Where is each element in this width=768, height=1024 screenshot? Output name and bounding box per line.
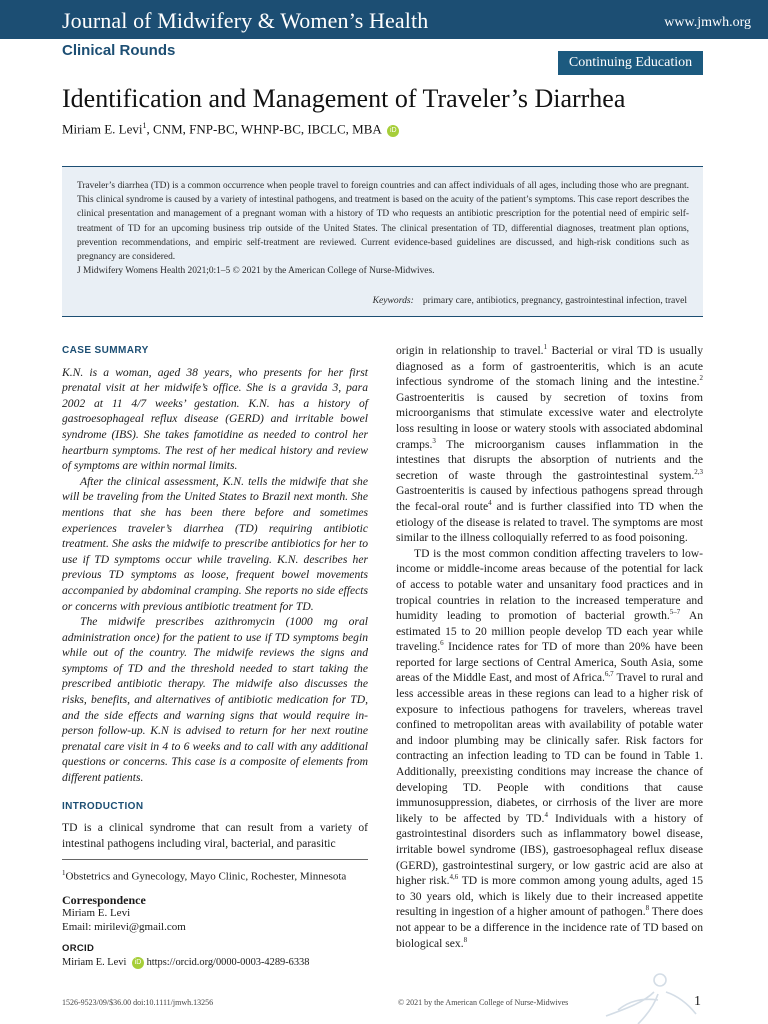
case-summary-heading: CASE SUMMARY <box>62 345 149 356</box>
case-summary-paragraph: After the clinical assessment, K.N. tells the midwife that she will be traveling from the United States to Brazil next month. She mentions that she has been there before and sometimes experiences traveler’s diarrhea (TD) requiring antibiotic treatment. She asks the midwife to prescribe antibiotics for her to use if TD symptoms occur while traveling. K.N. describes her previous TD symptoms as loose, frequent bowel movements accompanied by abdominal cramping. She reports no side effects or concerns with previous antibiotic treatment for TD. <box>62 474 368 613</box>
reference-marker[interactable]: 4 <box>544 810 548 819</box>
orcid-icon[interactable]: iD <box>387 125 399 137</box>
body-paragraph: origin in relationship to travel.$^1$ Bacterial or viral TD is usually diagnosed as a form of gastroenteritis, which is an acute infectious syndrome of the stomach lining and the intestine.$^2$ Gastroenteritis is caused by secretion of toxins from microorganisms that stimulate excessive water and electrolyte loss resulting in loose or watery stools with associated abdominal cramps.$^3$ The microorganism causes inflammation in the intestines that disrupts the absorption of nutrients and the secretion of waste through the gastrointestinal system.$^{2,3}$ Gastroenteritis is caused by infectious pathogens spread through the fecal-oral route$^4$ and is further classified into TD when the etiology of the disease is related to travel. The symptoms are most similar to the illness colloquially referred to as food poisoning. <box>396 343 703 545</box>
author-credentials: , CNM, FNP-BC, WHNP-BC, IBCLC, MBA <box>146 121 382 137</box>
reference-marker[interactable]: 2,3 <box>694 467 703 476</box>
watermark-figure-icon <box>588 970 698 1024</box>
journal-url[interactable]: www.jmwh.org <box>664 15 751 30</box>
author-line <box>62 121 399 137</box>
author-name[interactable]: Miriam E. Levi <box>62 121 143 137</box>
keywords <box>373 295 687 306</box>
body-paragraph: TD is the most common condition affecting travelers to low-income or middle-income areas because of the potential for lack of access to potable water and unsanitary food practices and in tropical countries in relation to the increased temperature and humidity leading to promotion of bacterial growth.$^{5-7}$ An estimated 15 to 20 million people develop TD each year while traveling.$^6$ Incidence rates for TD of more than 20% have been reported for large sections of Central America, South Asia, some areas of the Middle East, and most of Africa.$^{6,7}$ Travel to rural and less accessible areas in these regions can lead to a higher risk of exposure to infectious pathogens for travelers, whereas travel confined to metropolitan areas with availability of potable water and indoor plumbing may be clinically safer. Risk factors for contracting an infection leading to TD can be found in Table 1. Additionally, preexisting conditions may increase the chance of developing TD. People with conditions that cause immunosuppression, diabetes, or cirrhosis of the liver are more likely to be affected by TD.$^4$ Individuals with a history of gastrointestinal disorders such as inflammatory bowel disease, irritable bowel syndrome (IBS), gastroesophageal reflux disease (GERD), gastrointestinal surgery, or low gastric acid are also at higher risk.$^{4,6}$ TD is more common among young adults, aged 15 to 30 years old, which is likely due to their increased appetite resulting in ingestion of a higher amount of pathogen.$^8$ There does not appear to be a difference in the incidence rate of TD based on biological sex.$^8$ <box>396 546 704 950</box>
reference-marker[interactable]: 8 <box>463 935 468 944</box>
journal-title: Journal of Midwifery & Women’s Health <box>62 8 429 33</box>
abstract-box <box>62 166 703 317</box>
page-number: 1 <box>694 994 701 1009</box>
issn-doi: 1526-9523/09/$36.00 doi:10.1111/jmwh.13256 <box>62 998 214 1007</box>
case-summary-paragraph: The midwife prescribes azithromycin (1000 mg oral administration once) for the patient to use if TD symptoms begin while out of the country. The midwife reviews the signs and symptoms of TD and the threshold needed to start taking the prescribed antibiotic therapy. The midwife also discusses the risks, benefits, and alternatives of antibiotic medication for TD, and the side effects and warning signs that would require in-person follow-up. K.N is advised to return for her next routine prenatal care visit in 4 to 6 weeks and to call with any additional questions or concerns. This case is a composite of elements from different patients. <box>62 615 368 785</box>
abstract <box>77 179 689 278</box>
reference-marker[interactable]: 6,7 <box>604 670 614 679</box>
reference-marker[interactable]: 4 <box>488 499 492 508</box>
copyright: © 2021 by the American College of Nurse-Midwives <box>398 998 569 1007</box>
orcid-heading: ORCID <box>62 943 95 955</box>
left-column <box>62 343 368 851</box>
reference-marker[interactable]: 8 <box>645 904 650 913</box>
introduction-paragraph: TD is a clinical syndrome that can result from a variety of intestinal pathogens including viral, bacterial, and parasitic <box>62 821 368 850</box>
reference-marker[interactable]: 5–7 <box>669 608 681 617</box>
case-summary-paragraph: K.N. is a woman, aged 38 years, who presents for her first prenatal visit at her midwife’s office. She is a gravida 3, para 2002 at 11 4/7 weeks’ gestation. K.N. has a history of gastroesophageal reflux disease (GERD) and irritable bowel syndrome (IBS). She takes famotidine as needed to control her heartburn symptoms. The rest of her medical history and review of symptoms are within normal limits. <box>62 365 368 473</box>
reference-marker[interactable]: 2 <box>699 374 703 383</box>
journal-header-bar <box>0 0 768 39</box>
affiliation-footnote: $^1$Obstetrics and Gynecology, Mayo Clinic, Rochester, Minnesota <box>62 869 347 883</box>
reference-marker[interactable]: 1 <box>543 343 548 352</box>
footnotes <box>62 867 368 969</box>
right-column <box>396 343 703 951</box>
orcid-link[interactable]: https://orcid.org/0000-0003-4289-6338 <box>146 956 310 968</box>
section-label: Clinical Rounds <box>62 42 176 59</box>
orcid-icon[interactable]: iD <box>132 957 144 969</box>
keywords-list: primary care, antibiotics, pregnancy, gastrointestinal infection, travel <box>422 295 687 306</box>
abstract-citation: J Midwifery Womens Health 2021;0:1–5 © 2021 by the American College of Nurse-Midwives. <box>77 266 435 277</box>
correspondence-email[interactable]: Email: mirilevi@gmail.com <box>62 920 186 933</box>
footnote-divider <box>62 859 368 860</box>
keywords-label: Keywords: <box>372 295 414 306</box>
continuing-education-badge: Continuing Education <box>558 51 703 75</box>
article-title: Identification and Management of Traveler’s Diarrhea <box>62 84 626 113</box>
abstract-body: Traveler’s diarrhea (TD) is a common occurrence when people travel to foreign countries and can affect individuals of all ages, including those who are pregnant. This clinical syndrome is caused by a variety of intestinal pathogens, and treatment is based on the acuity of the patient’s symptoms. This case report describes the clinical presentation and management of a pregnant woman with a history of TD who requests an antibiotic prescription for the potential need of empiric self-treatment of TD for an upcoming business trip outside of the United States. The clinical presentation of TD, differential diagnoses, treatment plan options, prevention recommendations, and empiric self-treatment are reviewed. Current evidence-based guidelines are discussed, and high-risk conditions such as pregnancy are considered. <box>77 181 689 263</box>
reference-marker[interactable]: 4,6 <box>449 873 459 882</box>
orcid-line: Miriam E. Levi iD https://orcid.org/0000-0003-4289-6338 <box>62 956 310 968</box>
correspondence-heading: Correspondence <box>62 893 146 908</box>
reference-marker[interactable]: 3 <box>432 436 436 445</box>
author-affiliation-marker: 1 <box>142 121 147 130</box>
reference-marker[interactable]: 6 <box>440 639 444 648</box>
introduction-heading: INTRODUCTION <box>62 800 144 812</box>
correspondence-name: Miriam E. Levi <box>62 907 131 920</box>
